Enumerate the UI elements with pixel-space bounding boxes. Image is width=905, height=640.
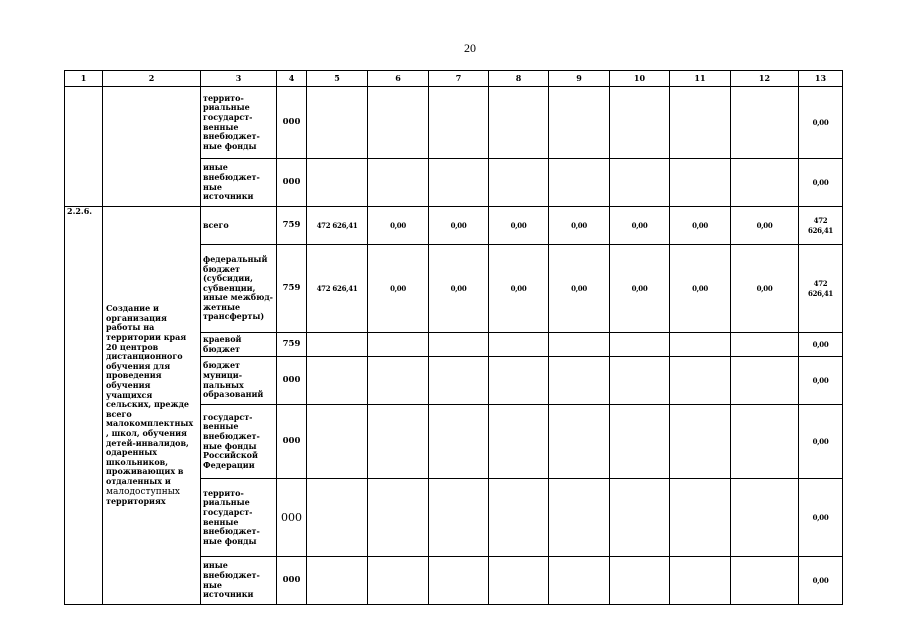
empty-cell bbox=[103, 87, 201, 207]
code-cell: 000 bbox=[277, 479, 307, 557]
total-cell: 0,00 bbox=[799, 479, 843, 557]
source-text: федеральный бюджет (субсидии, субвенции, иные межбюд- жетные трансферты) bbox=[203, 253, 273, 322]
code-cell: 000 bbox=[277, 87, 307, 159]
header-cell: 10 bbox=[610, 71, 670, 87]
value-cell: 472 626,41 bbox=[307, 207, 368, 245]
description-text: Создание и организация работы на территории края 20 центров дистанционного обучения для проведения обучения учащихся сельских, прежде всего малокомплектных , школ, обучения детей-инвалидов, одаренных школьников, проживающих в отдаленных и bbox=[106, 303, 194, 486]
header-cell: 2 bbox=[103, 71, 201, 87]
header-cell: 8 bbox=[489, 71, 549, 87]
code-cell: 759 bbox=[277, 207, 307, 245]
header-cell: 7 bbox=[429, 71, 489, 87]
code-cell: 000 bbox=[277, 405, 307, 479]
value-cell: 0,00 bbox=[429, 245, 489, 333]
source-text: террито- риальные государст- венные внебюджет- ные фонды bbox=[203, 92, 260, 151]
value-cell: 0,00 bbox=[489, 207, 549, 245]
header-cell: 12 bbox=[731, 71, 799, 87]
header-cell: 1 bbox=[65, 71, 103, 87]
value-cell: 0,00 bbox=[731, 245, 799, 333]
header-row bbox=[65, 71, 843, 87]
header-cell: 13 bbox=[799, 71, 843, 87]
code-cell: 759 bbox=[277, 333, 307, 357]
value-cell: 0,00 bbox=[368, 245, 429, 333]
value-cell: 0,00 bbox=[368, 207, 429, 245]
source-cell bbox=[201, 159, 277, 207]
total-cell: 0,00 bbox=[799, 87, 843, 159]
source-cell bbox=[201, 479, 277, 557]
header-cell: 5 bbox=[307, 71, 368, 87]
total-cell: 472 626,41 bbox=[799, 245, 843, 333]
header-cell: 4 bbox=[277, 71, 307, 87]
value-cell: 0,00 bbox=[549, 245, 610, 333]
value-cell: 0,00 bbox=[731, 207, 799, 245]
value-cell: 0,00 bbox=[610, 207, 670, 245]
section-description bbox=[103, 207, 201, 605]
total-cell: 0,00 bbox=[799, 557, 843, 605]
value-cell: 0,00 bbox=[670, 207, 731, 245]
source-cell bbox=[201, 405, 277, 479]
header-cell: 11 bbox=[670, 71, 731, 87]
source-cell bbox=[201, 245, 277, 333]
total-cell: 0,00 bbox=[799, 357, 843, 405]
total-cell: 472 626,41 bbox=[799, 207, 843, 245]
source-text: краевой бюджет bbox=[203, 333, 242, 354]
value-cell: 0,00 bbox=[670, 245, 731, 333]
source-cell bbox=[201, 333, 277, 357]
value-cell: 0,00 bbox=[610, 245, 670, 333]
code-cell: 000 bbox=[277, 557, 307, 605]
value-cell: 472 626,41 bbox=[307, 245, 368, 333]
budget-table bbox=[64, 70, 843, 605]
total-cell: 0,00 bbox=[799, 333, 843, 357]
source-text: всего bbox=[203, 219, 229, 230]
value-cell: 0,00 bbox=[549, 207, 610, 245]
source-text: государст- венные внебюджет- ные фонды Российской Федерации bbox=[203, 411, 260, 470]
source-text: террито- риальные государст- венные внебюджет- ные фонды bbox=[203, 487, 260, 546]
total-cell: 0,00 bbox=[799, 159, 843, 207]
source-cell bbox=[201, 557, 277, 605]
table-row bbox=[65, 207, 843, 245]
source-cell bbox=[201, 357, 277, 405]
source-text: бюджет муници- пальных образований bbox=[203, 360, 264, 400]
code-cell: 000 bbox=[277, 357, 307, 405]
value-cell: 0,00 bbox=[429, 207, 489, 245]
source-text: иные внебюджет- ные источники bbox=[203, 560, 260, 600]
empty-cell bbox=[65, 87, 103, 207]
section-number: 2.2.6. bbox=[65, 207, 103, 605]
source-text: иные внебюджет- ные источники bbox=[203, 162, 260, 202]
source-cell bbox=[201, 87, 277, 159]
header-cell: 3 bbox=[201, 71, 277, 87]
table-row bbox=[65, 87, 843, 159]
code-cell: 759 bbox=[277, 245, 307, 333]
total-cell: 0,00 bbox=[799, 405, 843, 479]
description-text: малодоступных bbox=[106, 486, 181, 497]
source-cell bbox=[201, 207, 277, 245]
header-cell: 9 bbox=[549, 71, 610, 87]
code-cell: 000 bbox=[277, 159, 307, 207]
value-cell: 0,00 bbox=[489, 245, 549, 333]
description-text: территориях bbox=[106, 496, 166, 507]
header-cell: 6 bbox=[368, 71, 429, 87]
page-number: 20 bbox=[464, 41, 476, 55]
